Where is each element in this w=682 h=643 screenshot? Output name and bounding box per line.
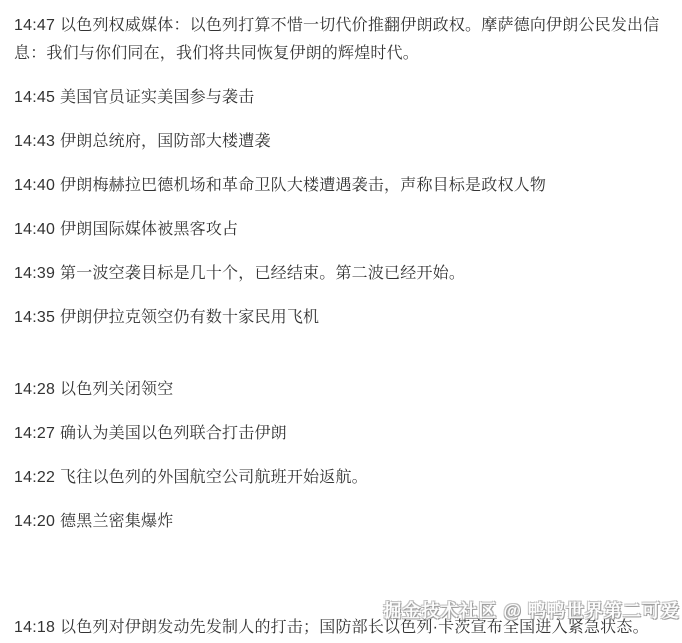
entry-text: 第一波空袭目标是几十个，已经结束。第二波已经开始。 (60, 265, 466, 282)
news-entry (14, 420, 668, 448)
entry-time: 14:45 (14, 89, 56, 106)
entry-text: 确认为美国以色列联合打击伊朗 (60, 425, 287, 442)
entry-time: 14:39 (14, 265, 56, 282)
entry-text: 飞往以色列的外国航空公司航班开始返航。 (60, 469, 368, 486)
news-entry (14, 304, 668, 332)
entry-text: 美国官员证实美国参与袭击 (60, 89, 255, 106)
entry-time: 14:43 (14, 133, 56, 150)
watermark: 掘金技术社区 @ 鸭鸭世界第二可爱 (383, 601, 680, 621)
entry-time: 14:18 (14, 619, 56, 636)
entry-time: 14:40 (14, 221, 56, 238)
news-entry (14, 84, 668, 112)
entry-text: 伊朗伊拉克领空仍有数十家民用飞机 (60, 309, 320, 326)
entry-time: 14:40 (14, 177, 56, 194)
news-entry (14, 260, 668, 288)
entry-text: 伊朗总统府，国防部大楼遭袭 (60, 133, 271, 150)
news-entry (14, 508, 668, 536)
entry-text: 以色列权威媒体：以色列打算不惜一切代价推翻伊朗政权。摩萨德向伊朗公民发出信息：我们与你们同在，我们将共同恢复伊朗的辉煌时代。 (14, 17, 660, 62)
entry-text: 以色列对伊朗发动先发制人的打击；国防部长以色列·卡茨宣布全国进入紧急状态。 (60, 619, 649, 636)
entry-time: 14:47 (14, 17, 56, 34)
entry-text: 以色列关闭领空 (60, 381, 174, 398)
entry-text: 伊朗梅赫拉巴德机场和革命卫队大楼遭遇袭击，声称目标是政权人物 (60, 177, 547, 194)
entry-time: 14:22 (14, 469, 56, 486)
entry-time: 14:28 (14, 381, 56, 398)
news-entry (14, 216, 668, 244)
entry-time: 14:20 (14, 513, 56, 530)
news-entry (14, 614, 668, 642)
news-entry (14, 12, 668, 68)
news-entry (14, 128, 668, 156)
news-entry (14, 376, 668, 404)
news-entry (14, 464, 668, 492)
entry-time: 14:35 (14, 309, 56, 326)
entry-text: 伊朗国际媒体被黑客攻占 (60, 221, 239, 238)
news-entry (14, 172, 668, 200)
entry-text: 德黑兰密集爆炸 (60, 513, 174, 530)
entry-time: 14:27 (14, 425, 56, 442)
